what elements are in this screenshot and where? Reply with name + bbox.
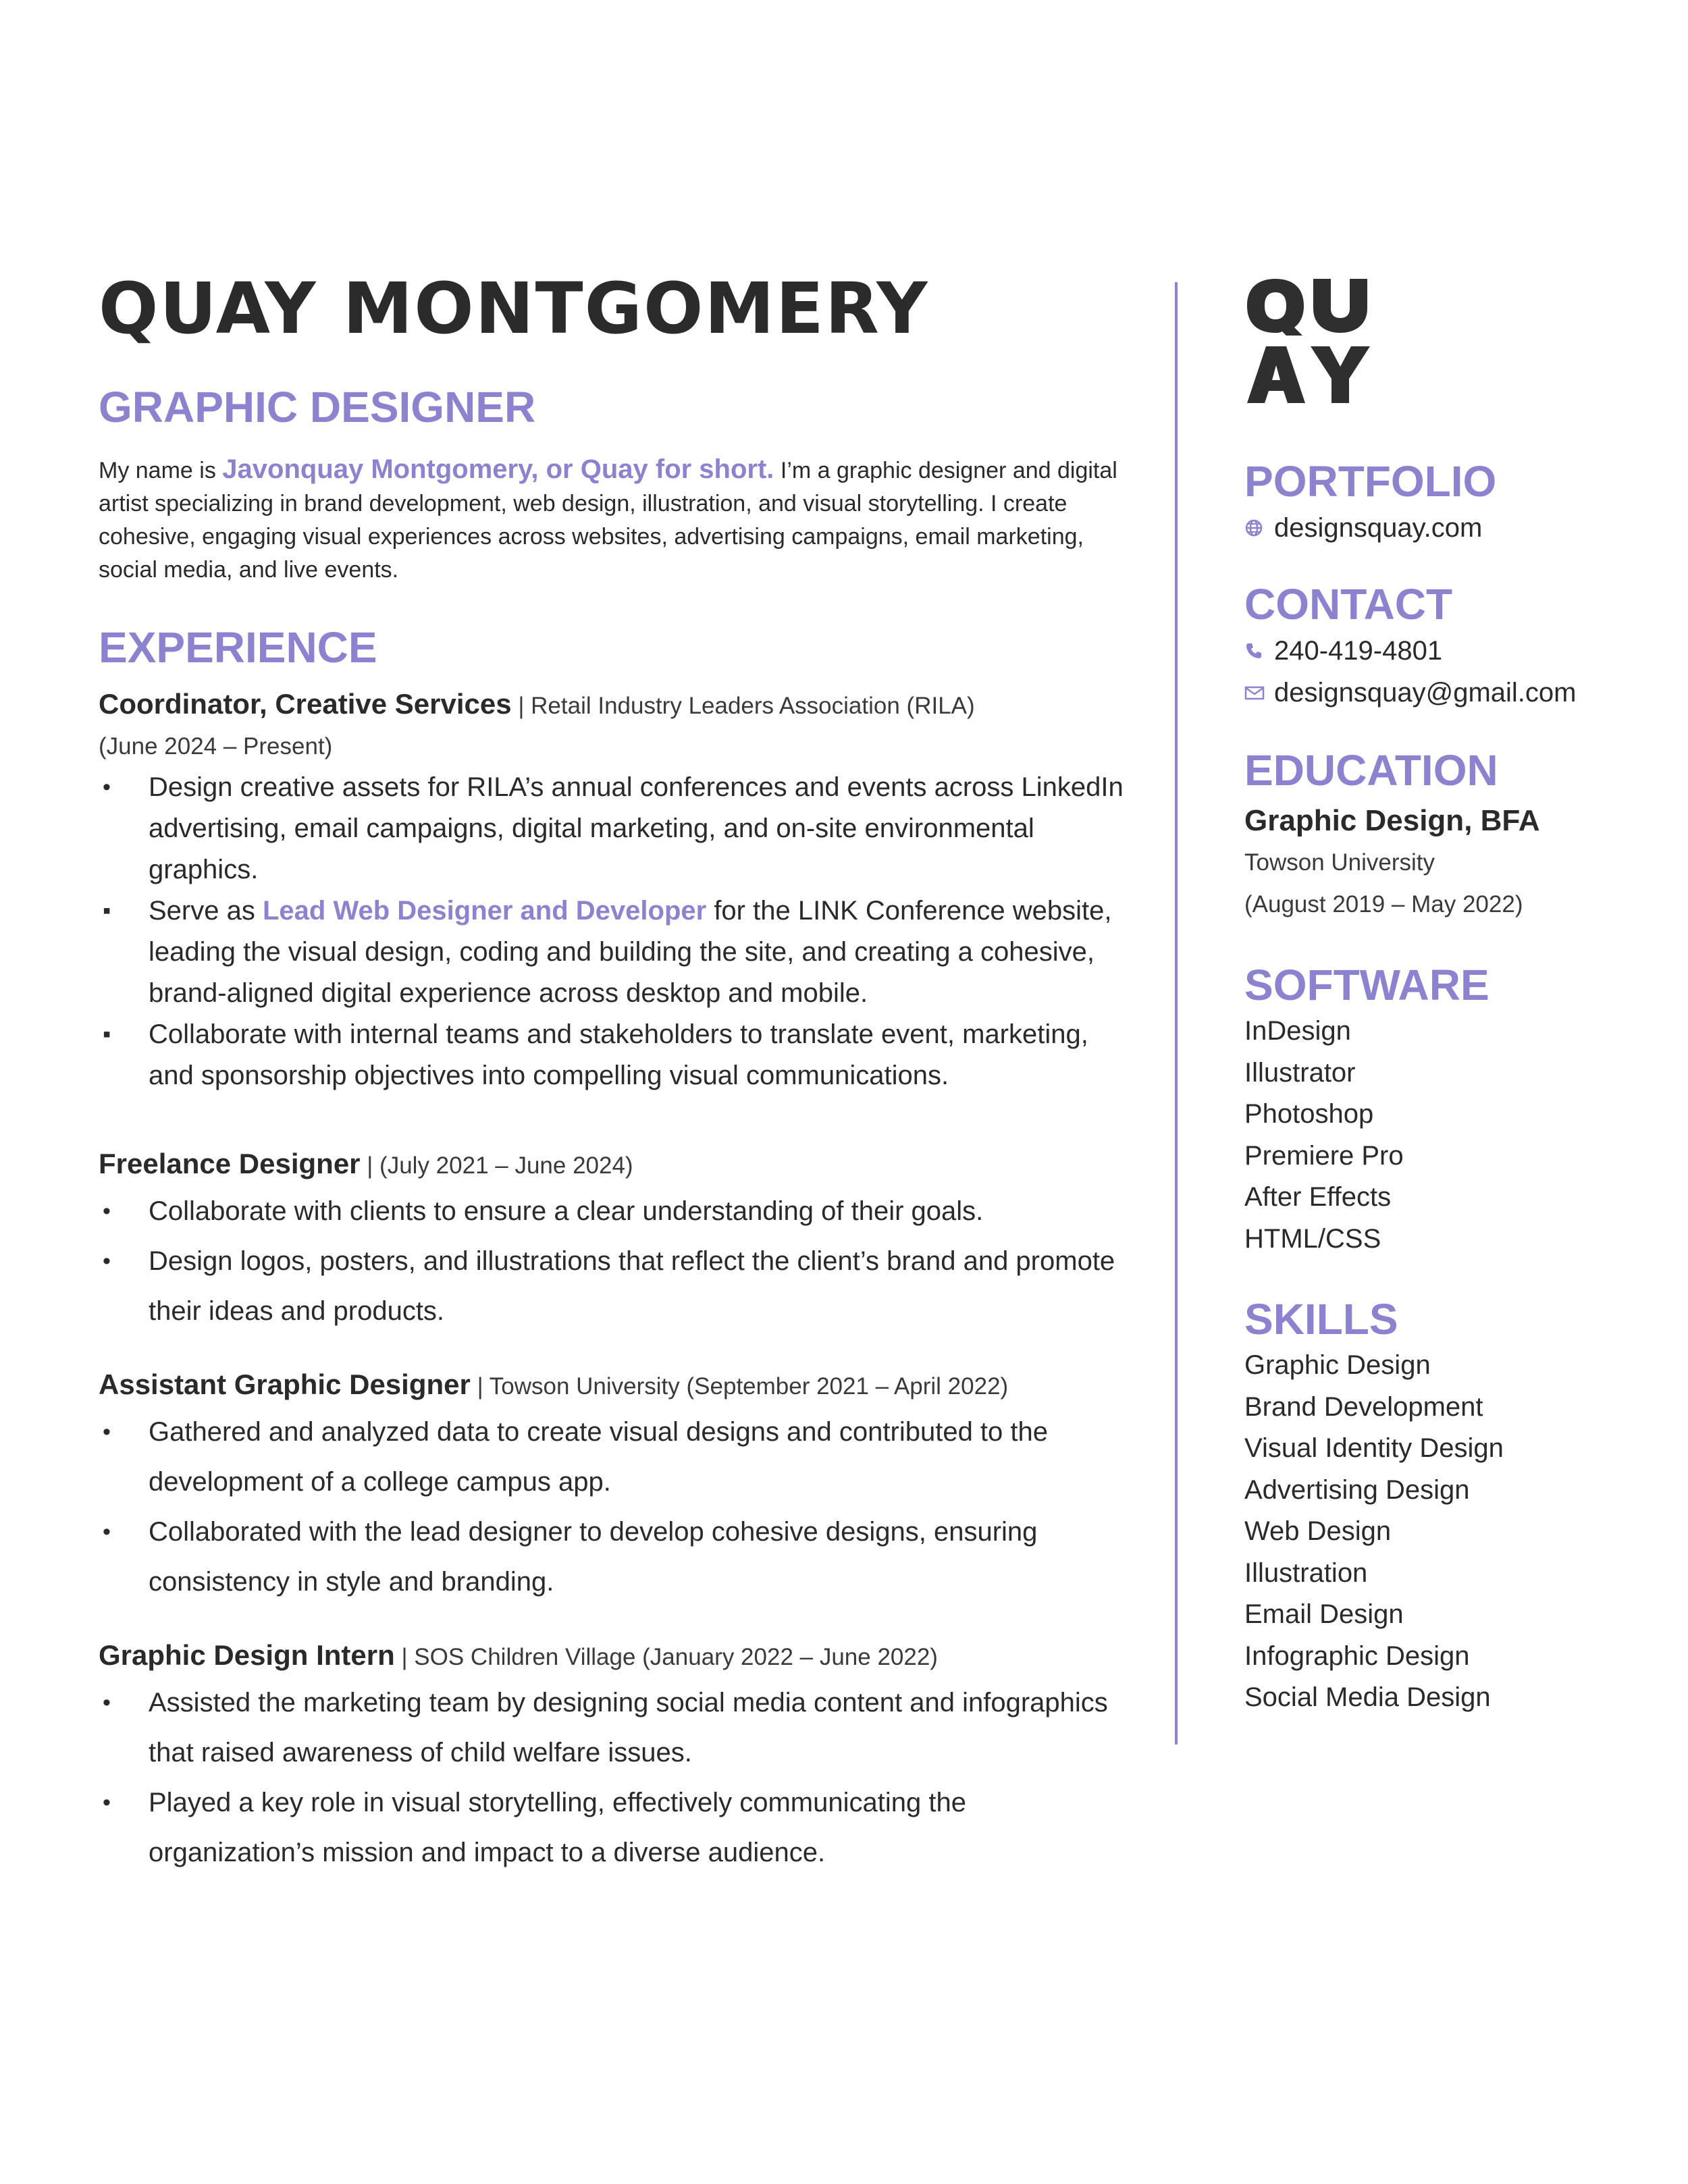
email-address: designsquay@gmail.com	[1274, 678, 1577, 708]
contact-heading: CONTACT	[1244, 580, 1453, 629]
job-org: | Retail Industry Leaders Association (RILA)	[511, 693, 975, 719]
skill-item: Advertising Design	[1244, 1474, 1470, 1505]
bullet-icon: ▪	[103, 898, 111, 924]
skill-item: Social Media Design	[1244, 1682, 1491, 1712]
job-bullets	[99, 1407, 1125, 1607]
job-header	[99, 684, 1125, 726]
list-item	[99, 1014, 1125, 1096]
job-bullets	[99, 1678, 1125, 1877]
list-item	[99, 1407, 1125, 1507]
bullet-text: Played a key role in visual storytelling, effectively communicating the organization’s mission and impact to a diverse audience.	[149, 1788, 966, 1867]
education-school: Towson University	[1244, 849, 1435, 876]
list-item	[99, 767, 1125, 890]
job-rila	[99, 684, 1125, 1096]
sidebar	[1244, 273, 1663, 1719]
job-header	[99, 1364, 1125, 1407]
job-header	[99, 1144, 1125, 1186]
bullet-text: Gathered and analyzed data to create visual designs and contributed to the development of a college campus app.	[149, 1417, 1049, 1497]
bullet-icon: •	[103, 1519, 111, 1545]
job-title: Graphic Design Intern	[99, 1639, 395, 1671]
bullet-text: Design logos, posters, and illustrations that reflect the client’s brand and promote their ideas and products.	[149, 1246, 1115, 1326]
list-item	[99, 890, 1125, 1014]
contact-email[interactable]	[1244, 672, 1663, 714]
intro-paragraph	[99, 453, 1125, 587]
bullet-text: Collaborate with clients to ensure a clear understanding of their goals.	[149, 1196, 984, 1226]
software-list	[1244, 1011, 1663, 1260]
software-heading: SOFTWARE	[1244, 961, 1489, 1009]
job-header	[99, 1635, 1125, 1678]
skill-item: Email Design	[1244, 1599, 1404, 1629]
resume-name: QUAY MONTGOMERY	[99, 267, 929, 350]
skill-item: Web Design	[1244, 1516, 1392, 1546]
portfolio-url: designsquay.com	[1274, 513, 1483, 543]
list-item	[99, 1778, 1125, 1877]
job-title: Assistant Graphic Designer	[99, 1368, 471, 1400]
bullet-icon: •	[103, 774, 111, 800]
software-item: Illustrator	[1244, 1057, 1356, 1088]
bullet-highlight: Lead Web Designer and Developer	[262, 896, 707, 926]
bullet-icon: •	[103, 1419, 111, 1445]
portfolio-heading: PORTFOLIO	[1244, 457, 1497, 506]
skill-item: Brand Development	[1244, 1391, 1483, 1422]
bullet-icon: ▪	[103, 1021, 111, 1047]
software-item: Photoshop	[1244, 1099, 1374, 1129]
skills-list	[1244, 1345, 1663, 1719]
job-org: | (July 2021 – June 2024)	[360, 1152, 633, 1179]
phone-number: 240-419-4801	[1274, 636, 1443, 666]
intro-text-post: I’m a graphic designer and digital artist specializing in brand development, web design, illustration, and visual storytelling. I create cohesive, engaging visual experiences across websites, advertising campaigns, email marketing, social media, and live events.	[99, 458, 1117, 583]
quay-logo	[1244, 273, 1379, 408]
bullet-icon: •	[103, 1690, 111, 1715]
software-item: Premiere Pro	[1244, 1140, 1404, 1171]
job-title: Freelance Designer	[99, 1148, 361, 1179]
bullet-text: Collaborate with internal teams and stakeholders to translate event, marketing, and sponsorship objectives into compelling visual communications.	[149, 1019, 1088, 1090]
list-item	[99, 1678, 1125, 1778]
column-divider	[1175, 282, 1178, 1744]
job-org: | Towson University (September 2021 – April 2022)	[470, 1373, 1009, 1400]
envelope-icon	[1244, 685, 1269, 701]
skill-item: Infographic Design	[1244, 1641, 1470, 1671]
job-bullets	[99, 1186, 1125, 1336]
bullet-icon: •	[103, 1248, 111, 1274]
job-role-title: GRAPHIC DESIGNER	[99, 383, 536, 431]
job-freelance	[99, 1144, 1125, 1336]
bullet-icon: •	[103, 1790, 111, 1815]
contact-phone[interactable]	[1244, 630, 1663, 672]
list-item	[99, 1507, 1125, 1607]
skill-item: Visual Identity Design	[1244, 1433, 1504, 1463]
skill-item: Graphic Design	[1244, 1350, 1431, 1380]
education-degree: Graphic Design, BFA	[1244, 804, 1540, 837]
education-heading: EDUCATION	[1244, 746, 1498, 795]
software-item: After Effects	[1244, 1182, 1392, 1212]
bullet-text: Design creative assets for RILA’s annual conferences and events across LinkedIn advertising, email campaigns, digital marketing, and on-site environmental graphics.	[149, 772, 1124, 884]
job-date: (June 2024 – Present)	[99, 733, 333, 760]
list-item	[99, 1186, 1125, 1236]
job-title: Coordinator, Creative Services	[99, 688, 512, 720]
portfolio-link[interactable]	[1244, 507, 1663, 549]
globe-icon	[1244, 518, 1269, 537]
phone-icon	[1244, 641, 1269, 660]
skills-heading: SKILLS	[1244, 1295, 1398, 1343]
skill-item: Illustration	[1244, 1557, 1368, 1588]
education-dates: (August 2019 – May 2022)	[1244, 891, 1523, 917]
software-item: HTML/CSS	[1244, 1223, 1381, 1254]
job-bullets	[99, 767, 1125, 1096]
list-item	[99, 1236, 1125, 1336]
bullet-text: Collaborated with the lead designer to develop cohesive designs, ensuring consistency in style and branding.	[149, 1517, 1038, 1597]
job-sos	[99, 1635, 1125, 1877]
software-item: InDesign	[1244, 1016, 1351, 1046]
experience-heading: EXPERIENCE	[99, 623, 377, 672]
bullet-text: for the LINK Conference website, leading the visual design, coding and building the site, and creating a cohesive, brand-aligned digital experience across desktop and mobile.	[149, 896, 1112, 1008]
bullet-text: Serve as	[149, 896, 263, 926]
job-org: | SOS Children Village (January 2022 – June 2022)	[394, 1644, 938, 1670]
intro-text-pre: My name is	[99, 458, 223, 483]
job-towson	[99, 1364, 1125, 1607]
bullet-icon: •	[103, 1198, 111, 1224]
intro-highlight: Javonquay Montgomery, or Quay for short.	[222, 454, 774, 484]
bullet-text: Assisted the marketing team by designing social media content and infographics that raised awareness of child welfare issues.	[149, 1688, 1108, 1767]
main-column	[99, 267, 1125, 1877]
